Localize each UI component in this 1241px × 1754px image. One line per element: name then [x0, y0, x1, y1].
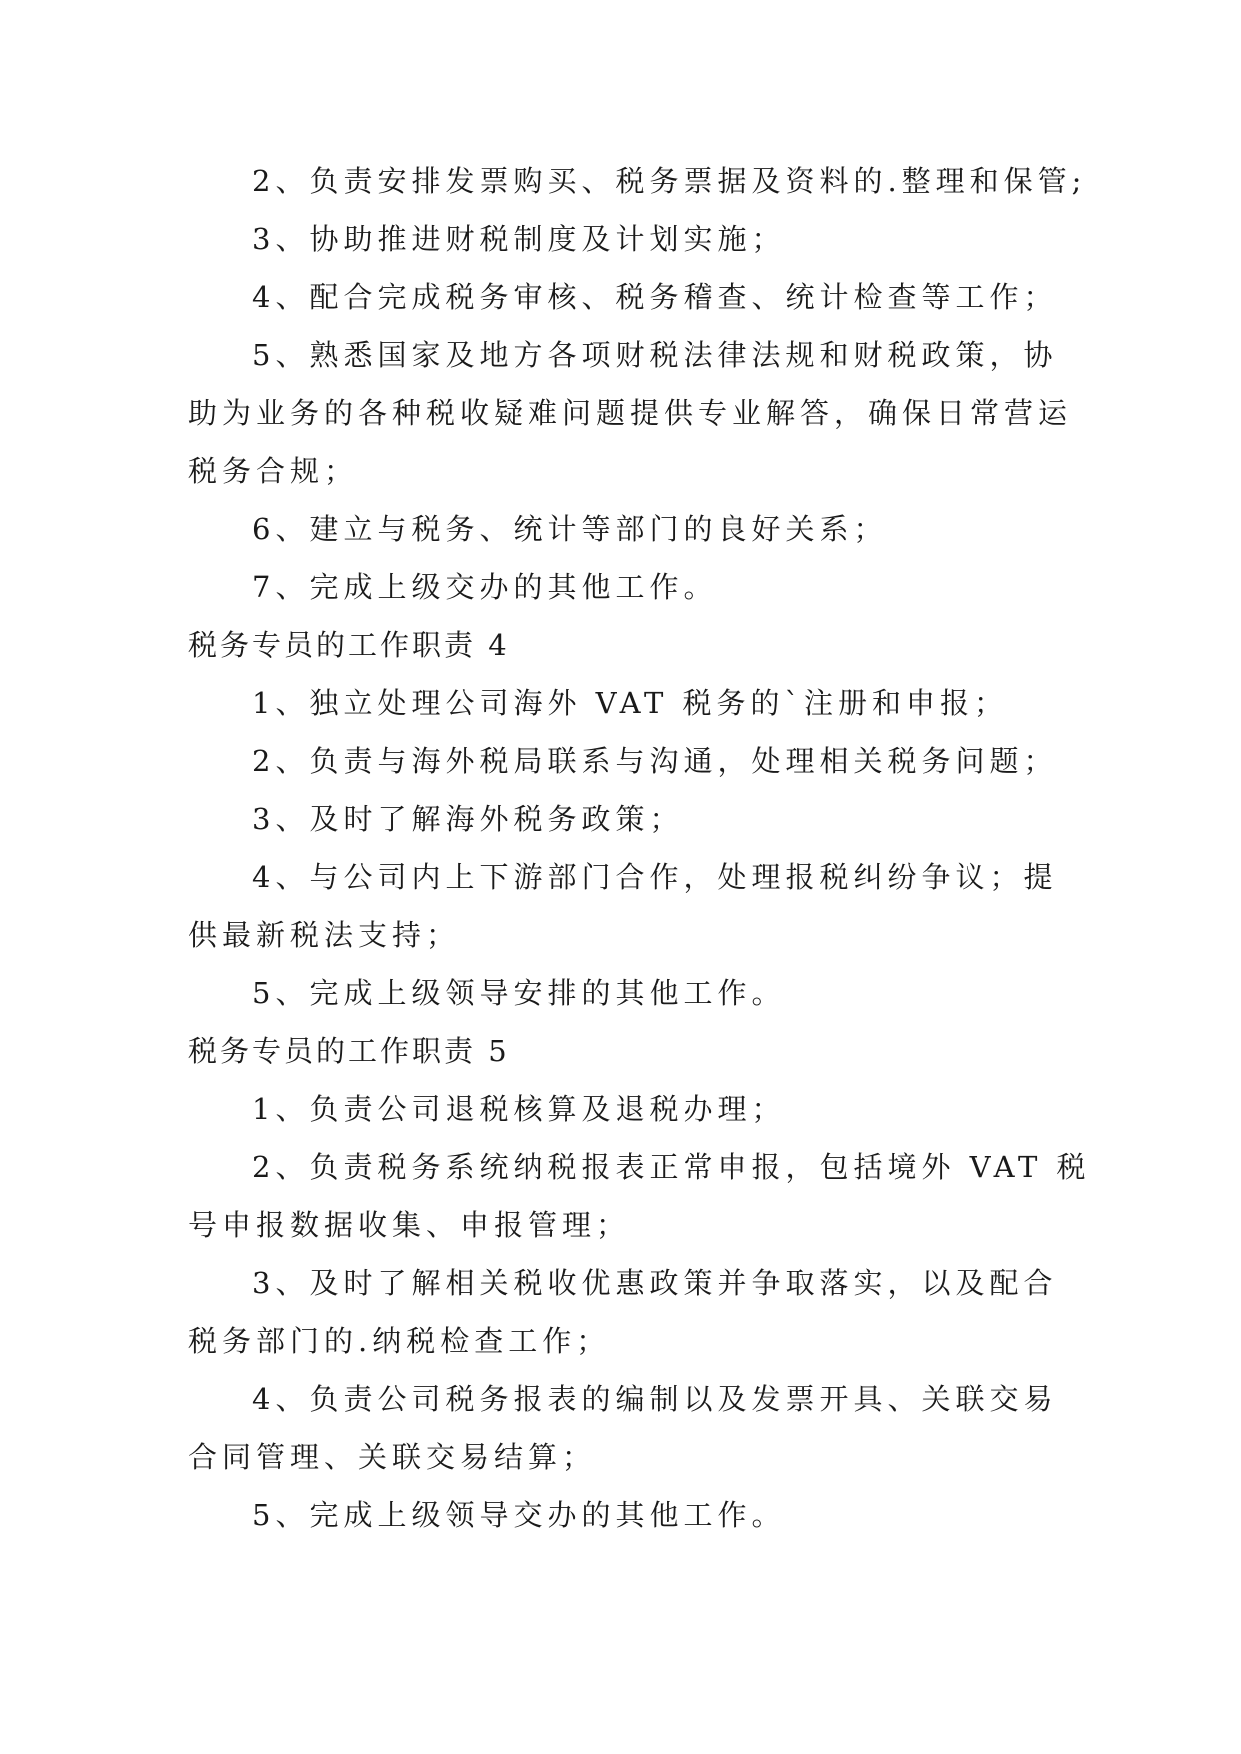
paragraph-line: 合同管理、关联交易结算； — [188, 1440, 597, 1474]
document-body — [188, 152, 1091, 1544]
paragraph-line: 6、建立与税务、统计等部门的良好关系； — [252, 512, 888, 546]
paragraph-line: 7、完成上级交办的其他工作。 — [252, 570, 718, 604]
paragraph-line: 4、负责公司税务报表的编制以及发票开具、关联交易 — [252, 1382, 1058, 1416]
paragraph-line: 税务部门的.纳税检查工作； — [188, 1324, 611, 1358]
section-heading: 税务专员的工作职责 5 — [188, 1034, 510, 1068]
paragraph-line: 1、独立处理公司海外 VAT 税务的`注册和申报； — [252, 686, 1009, 720]
paragraph-line: 2、负责与海外税局联系与沟通，处理相关税务问题； — [252, 744, 1058, 778]
paragraph-line: 供最新税法支持； — [188, 918, 461, 952]
section-heading: 税务专员的工作职责 4 — [188, 628, 510, 662]
paragraph-line: 3、及时了解相关税收优惠政策并争取落实，以及配合 — [252, 1266, 1058, 1300]
paragraph-line: 5、完成上级领导交办的其他工作。 — [252, 1498, 786, 1532]
paragraph-line: 1、负责公司退税核算及退税办理； — [252, 1092, 786, 1126]
paragraph-line: 助为业务的各种税收疑难问题提供专业解答，确保日常营运 — [188, 396, 1073, 430]
paragraph-line: 4、与公司内上下游部门合作，处理报税纠纷争议；提 — [252, 860, 1058, 894]
paragraph-line: 号申报数据收集、申报管理； — [188, 1208, 631, 1242]
paragraph-line: 5、完成上级领导安排的其他工作。 — [252, 976, 786, 1010]
paragraph-line: 3、及时了解海外税务政策； — [252, 802, 684, 836]
paragraph-line: 3、协助推进财税制度及计划实施； — [252, 222, 786, 256]
paragraph-line: 2、负责安排发票购买、税务票据及资料的.整理和保管; — [252, 164, 1087, 198]
paragraph-line: 5、熟悉国家及地方各项财税法律法规和财税政策，协 — [252, 338, 1058, 372]
paragraph-line: 4、配合完成税务审核、税务稽查、统计检查等工作； — [252, 280, 1058, 314]
paragraph-line: 税务合规； — [188, 454, 359, 488]
paragraph-line: 2、负责税务系统纳税报表正常申报，包括境外 VAT 税 — [252, 1150, 1091, 1184]
